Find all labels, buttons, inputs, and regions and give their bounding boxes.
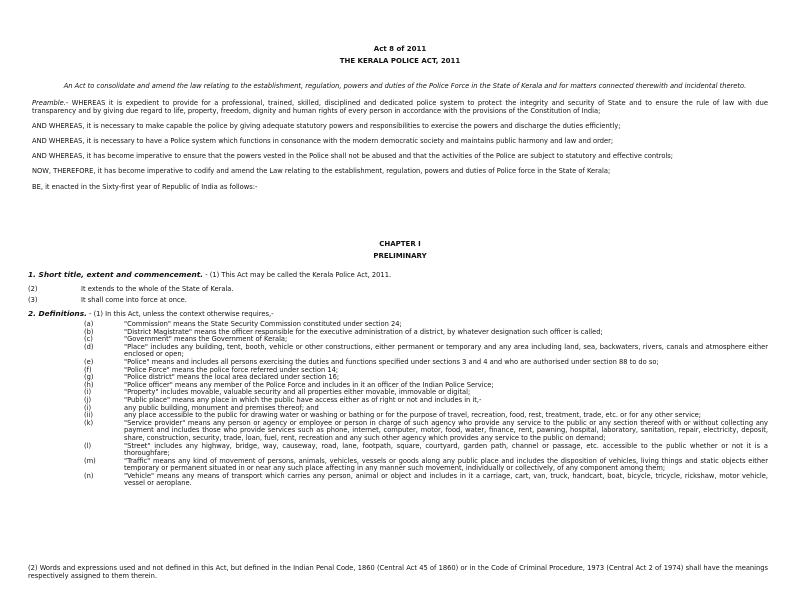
definition-label: (d) [84, 342, 94, 351]
definition-label: (f) [84, 365, 92, 374]
definition-text: "Commission" means the State Security Commission constituted under section 24; [124, 320, 402, 328]
definition-label: (l) [84, 441, 92, 450]
definition-item [28, 458, 768, 473]
definition-text: "Police officer" means any member of the Police Force and includes in it an officer of the Indian Police Service; [124, 380, 494, 389]
definition-text: "District Magistrate" means the officer responsible for the executive administration of a district, by whatever designation such officer is called; [124, 327, 603, 336]
section-1-heading: 1. Short title, extent and commencement. [28, 270, 204, 279]
act-long-title: An Act to consolidate and amend the law relating to the establishment, regulation, powers and duties of the Police Force in the State of Kerala and for matters connected therewith and incidental thereto. [63, 82, 747, 90]
act-number: Act 8 of 2011 [373, 45, 427, 53]
definition-text: "Police Force" means the police force referred under section 14; [124, 365, 339, 374]
section-2-text: - (1) In this Act, unless the context otherwise requires,- [86, 310, 274, 318]
preamble-lead: Preamble. [32, 99, 66, 107]
definition-label: (g) [84, 373, 94, 382]
definition-item [28, 443, 768, 458]
definition-label: (k) [84, 418, 94, 427]
definition-item [28, 473, 768, 488]
section-2 [28, 310, 768, 319]
chapter-name: PRELIMINARY [373, 252, 427, 260]
subsection-number: (2) [28, 285, 38, 293]
definition-label: (c) [84, 335, 93, 344]
definitions-list [28, 321, 768, 488]
definition-text: any public building, monument and premises thereof; and [124, 403, 319, 412]
definition-label: (h) [84, 380, 94, 389]
subsection-text: It extends to the whole of the State of Kerala. [81, 285, 234, 293]
definition-text: any place accessible to the public for drawing water or washing or bathing or for the purpose of travel, recreation, food, rest, treatment, trade, etc. or for any other service; [124, 411, 702, 420]
definition-text: "Street" includes any highway, bridge, way, causeway, road, lane, footpath, square, courtyard, garden path, channel or passage, etc. accessible to the public whether or not it is a thoroughfare; [124, 441, 768, 458]
definition-text: "Police" means and includes all persons exercising the duties and functions specified under sections 3 and 4 and who are authorised under section 88 to do so; [124, 357, 659, 366]
definition-text: "Service provider" means any person or agency or employee or person in charge of such agency who provide any service to the public or any section thereof with or without collecting any payment and includes those who provide services such as phone, internet, computer, motor, food, water, finance, rent, pawning, hospital, laboratory, sanitation, repair, electricity, deposit, share, construction, security, trade, loan, fuel, rent, recreation and any such other agency which provides any service to the public on demand; [124, 418, 768, 442]
preamble-text: - WHEREAS it is expedient to provide for a professional, trained, skilled, disciplined and dedicated police system to protect the integrity and security of State and to ensure the rule of law with due transparency and by giving due regard to life, property, freedom, dignity and human rights of every person in accordance with the provisions of the Constitution of India; [32, 99, 768, 115]
section-1 [28, 271, 768, 280]
preamble-paragraph-1 [32, 100, 768, 115]
preamble-paragraph-5: NOW, THEREFORE, it has become imperative to codify and amend the Law relating to the establishment, regulation, powers and duties of Police force in the State of Kerala; [32, 167, 611, 176]
definition-label: (n) [84, 471, 94, 480]
preamble-paragraph-4: AND WHEREAS, it has become imperative to ensure that the powers vested in the Police shall not be abused and that the activities of the Police are subject to statutory and effective controls; [32, 152, 674, 161]
preamble-paragraph-3: AND WHEREAS, it is necessary to have a Police system which functions in consonance with the modern democratic society and maintains public harmony and law and order; [32, 136, 614, 145]
preamble-paragraph-2: AND WHEREAS, it is necessary to make capable the police by giving adequate statutory powers and responsibilities to exercise the powers and discharge the duties efficiently; [32, 121, 621, 130]
chapter-number: CHAPTER I [379, 240, 421, 248]
definition-label: (i) [84, 403, 92, 412]
definition-label: (ii) [84, 411, 93, 420]
definition-label: (b) [84, 327, 94, 336]
section-2-subsection-2: (2) Words and expressions used and not defined in this Act, but defined in the Indian Penal Code, 1860 (Central Act 45 of 1860) or in the Code of Criminal Procedure, 1973 (Central Act 2 of 1974) shall have the meanings respectively assigned to them therein. [28, 564, 768, 580]
definition-text: "Vehicle" means any means of transport which carries any person, animal or object and includes in it a carriage, cart, van, truck, handcart, boat, bicycle, tricycle, rickshaw, motor vehicle, vessel or aeroplane. [124, 471, 768, 488]
definition-item [28, 344, 768, 359]
preamble-paragraph-6: BE, it enacted in the Sixty-first year of Republic of India as follows:- [32, 182, 258, 191]
definition-label: (m) [84, 456, 96, 465]
section-1-text: - (1) This Act may be called the Kerala Police Act, 2011. [203, 271, 392, 279]
definition-text: "Police district" means the local area declared under section 16; [124, 373, 340, 382]
definition-item [28, 420, 768, 443]
subsection-number: (3) [28, 296, 38, 304]
preamble [32, 100, 768, 199]
definition-text: "Traffic" means any kind of movement of persons, animals, vehicles, vessels or goods along any public place and includes the disposition of vehicles, living things and static objects either temporary or permanent situated in or near any such place affecting in any manner such movement, individually or collectively, of any component among them; [124, 456, 768, 473]
act-title: THE KERALA POLICE ACT, 2011 [339, 57, 461, 65]
definition-label: (a) [84, 320, 94, 328]
section-2-heading: 2. Definitions. [28, 309, 87, 318]
definition-label: (i) [84, 388, 92, 397]
definition-text: "Property" includes movable, valuable security and all properties either movable, immovable or digital; [124, 388, 471, 397]
subsection-text: It shall come into force at once. [81, 296, 187, 304]
definition-text: "Place" includes any building, tent, booth, vehicle or other constructions, either permanent or temporary and any area including land, sea, backwaters, rivers, canals and atmosphere either enclosed or open; [124, 342, 768, 359]
definition-text: "Government" means the Government of Kerala; [124, 335, 288, 344]
definition-text: "Public place" means any place in which the public have access either as of right or not and includes in it,- [124, 395, 482, 404]
definition-label: (j) [84, 395, 92, 404]
definition-label: (e) [84, 357, 94, 366]
